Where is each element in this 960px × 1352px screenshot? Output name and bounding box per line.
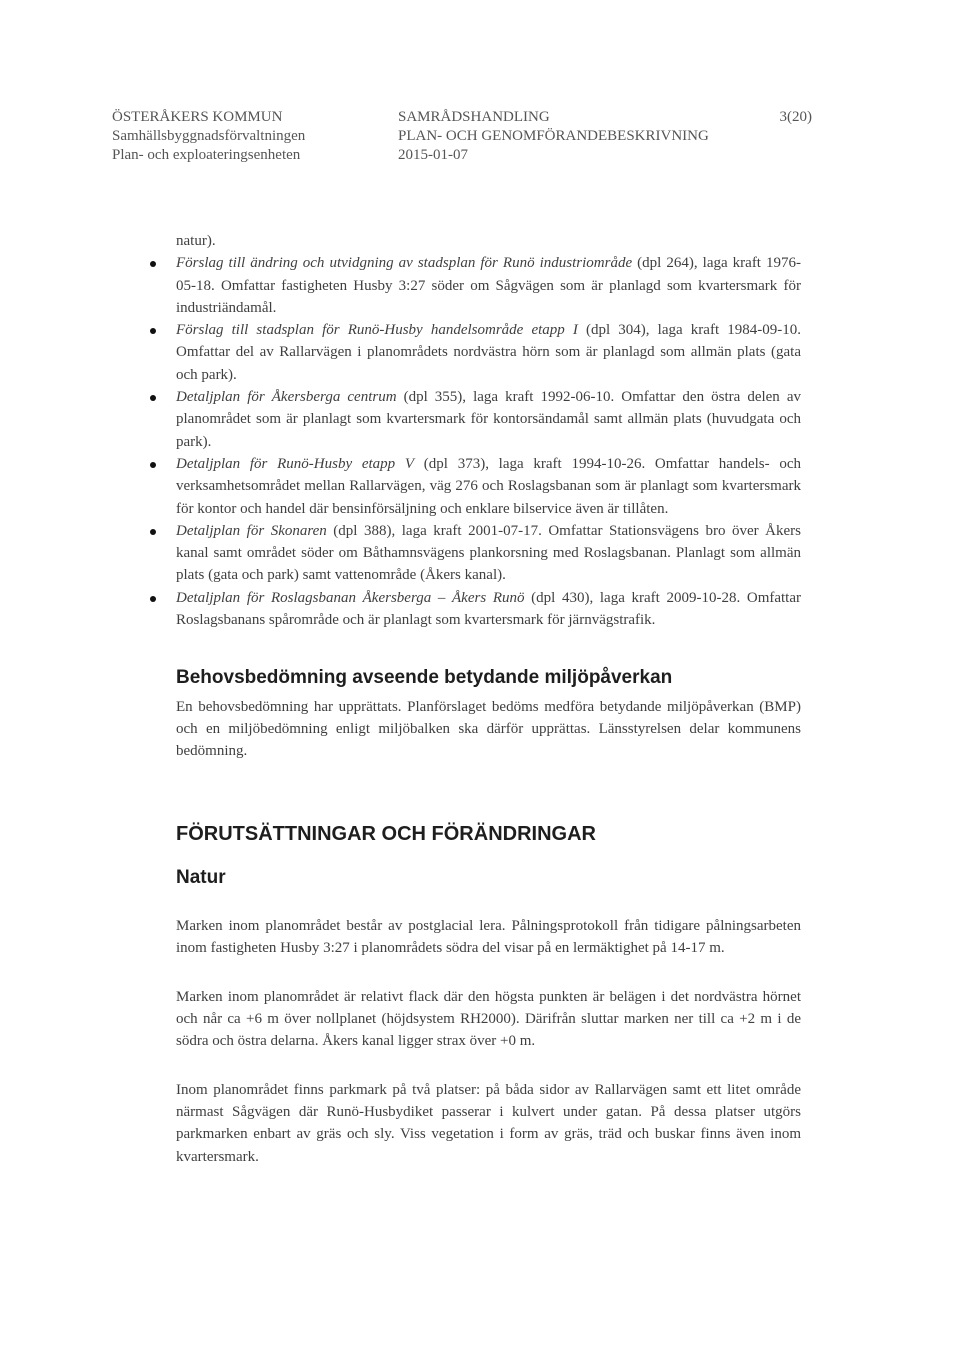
header-left <box>112 108 392 165</box>
plan-description: (dpl 388), laga kraft 2001-07-17. Omfattar Stationsvägens bro över Åkers kanal samt området söder om Båthamnsvägens plankorsning med Roslagsbanan. Planlagt som allmän plats (gata och park) samt vattenområde (Åkers kanal). <box>176 522 801 584</box>
intro-text: natur). <box>176 233 216 249</box>
unit-name: Plan- och exploateringsenheten <box>112 147 301 163</box>
page-number: 3(20) <box>779 109 812 125</box>
subsection-heading: Natur <box>176 866 226 888</box>
plan-title: Förslag till ändring och utvidgning av stadsplan för Runö industriområde <box>176 255 633 272</box>
plan-description: (dpl 430), laga kraft 2009-10-28. Omfattar Roslagsbanans spårområde och är planlagt som kvartersmark för järnvägstrafik. <box>176 589 802 629</box>
plan-description: (dpl 304), laga kraft 1984-09-10. Omfattar del av Rallarvägen i planområdets nordvästra hörn som är planlagd som allmän plats (gata och park). <box>176 322 801 383</box>
plan-title: Förslag till stadsplan för Runö-Husby handelsområde etapp I <box>176 322 578 339</box>
plan-list-item <box>176 319 801 386</box>
plan-description: (dpl 264), laga kraft 1976-05-18. Omfattar fastigheten Husby 3:27 söder om Sågvägen som är planlagd som kvartersmark för industriändamål. <box>176 255 802 316</box>
plan-list-item <box>176 520 801 587</box>
bmp-heading: Behovsbedömning avseende betydande miljöpåverkan <box>176 667 673 689</box>
section-heading: FÖRUTSÄTTNINGAR OCH FÖRÄNDRINGAR <box>176 822 596 845</box>
header-right <box>398 108 812 165</box>
plan-description: (dpl 373), laga kraft 1994-10-26. Omfattar handels- och verksamhetsområdet mellan Rallarvägen, väg 276 och Roslagsbanan som är planlagt som kvartersmark för kontor och handel där bensinförsäljning och enklare bilservice även är tillåten. <box>176 455 802 517</box>
document-date: 2015-01-07 <box>398 147 468 163</box>
plan-title: Detaljplan för Skonaren <box>176 522 327 539</box>
plan-list-item <box>176 386 801 453</box>
plan-title: Detaljplan för Åkersberga centrum <box>176 389 397 406</box>
department-name: Samhällsbyggnadsförvaltningen <box>112 128 306 144</box>
org-name: ÖSTERÅKERS KOMMUN <box>112 109 283 125</box>
plan-list <box>176 252 801 631</box>
plan-list-item <box>176 587 801 632</box>
natur-paragraph: Marken inom planområdet består av postglacial lera. Pålningsprotokoll från tidigare pålningsarbeten inom fastigheten Husby 3:27 i planområdets södra del visar på en lermäktighet på 14-17 m. <box>176 918 801 957</box>
plan-list-item <box>176 453 801 520</box>
plan-list-item <box>176 252 801 319</box>
natur-paragraph: Marken inom planområdet är relativt flack där den högsta punkten är belägen i det nordvästra hörnet och når ca +6 m över nollplanet (höjdsystem RH2000). Därifrån sluttar marken ner till ca +2 m i de södra och östra delarna. Åkers kanal ligger strax över +0 m. <box>176 988 801 1050</box>
natur-paragraph: Inom planområdet finns parkmark på två platser: på båda sidor av Rallarvägen samt ett litet område närmast Sågvägen där Runö-Husbydiket passerar i kulvert under gatan. På dessa platser utgörs parkmarken enbart av gräs och sly. Viss vegetation i form av gräs, träd och buskar finns även inom kvartersmark. <box>176 1081 801 1165</box>
bmp-paragraph: En behovsbedömning har upprättats. Planförslaget bedöms medföra betydande miljöpåverkan (BMP) och en miljöbedömning enligt miljöbalken ska därför upprättas. Länsstyrelsen delar kommunens bedömning. <box>176 698 801 760</box>
plan-title: Detaljplan för Runö-Husby etapp V <box>176 455 415 472</box>
document-body <box>176 230 801 1168</box>
document-title: PLAN- OCH GENOMFÖRANDEBESKRIVNING <box>398 128 709 144</box>
plan-title: Detaljplan för Roslagsbanan Åkersberga – Åkers Runö <box>176 589 525 606</box>
plan-description: (dpl 355), laga kraft 1992-06-10. Omfattar den östra delen av planområdet som är planlagt som kvartersmark för kontorsändamål samt allmän plats (huvudgata och park). <box>176 389 801 450</box>
document-type: SAMRÅDSHANDLING <box>398 109 550 125</box>
